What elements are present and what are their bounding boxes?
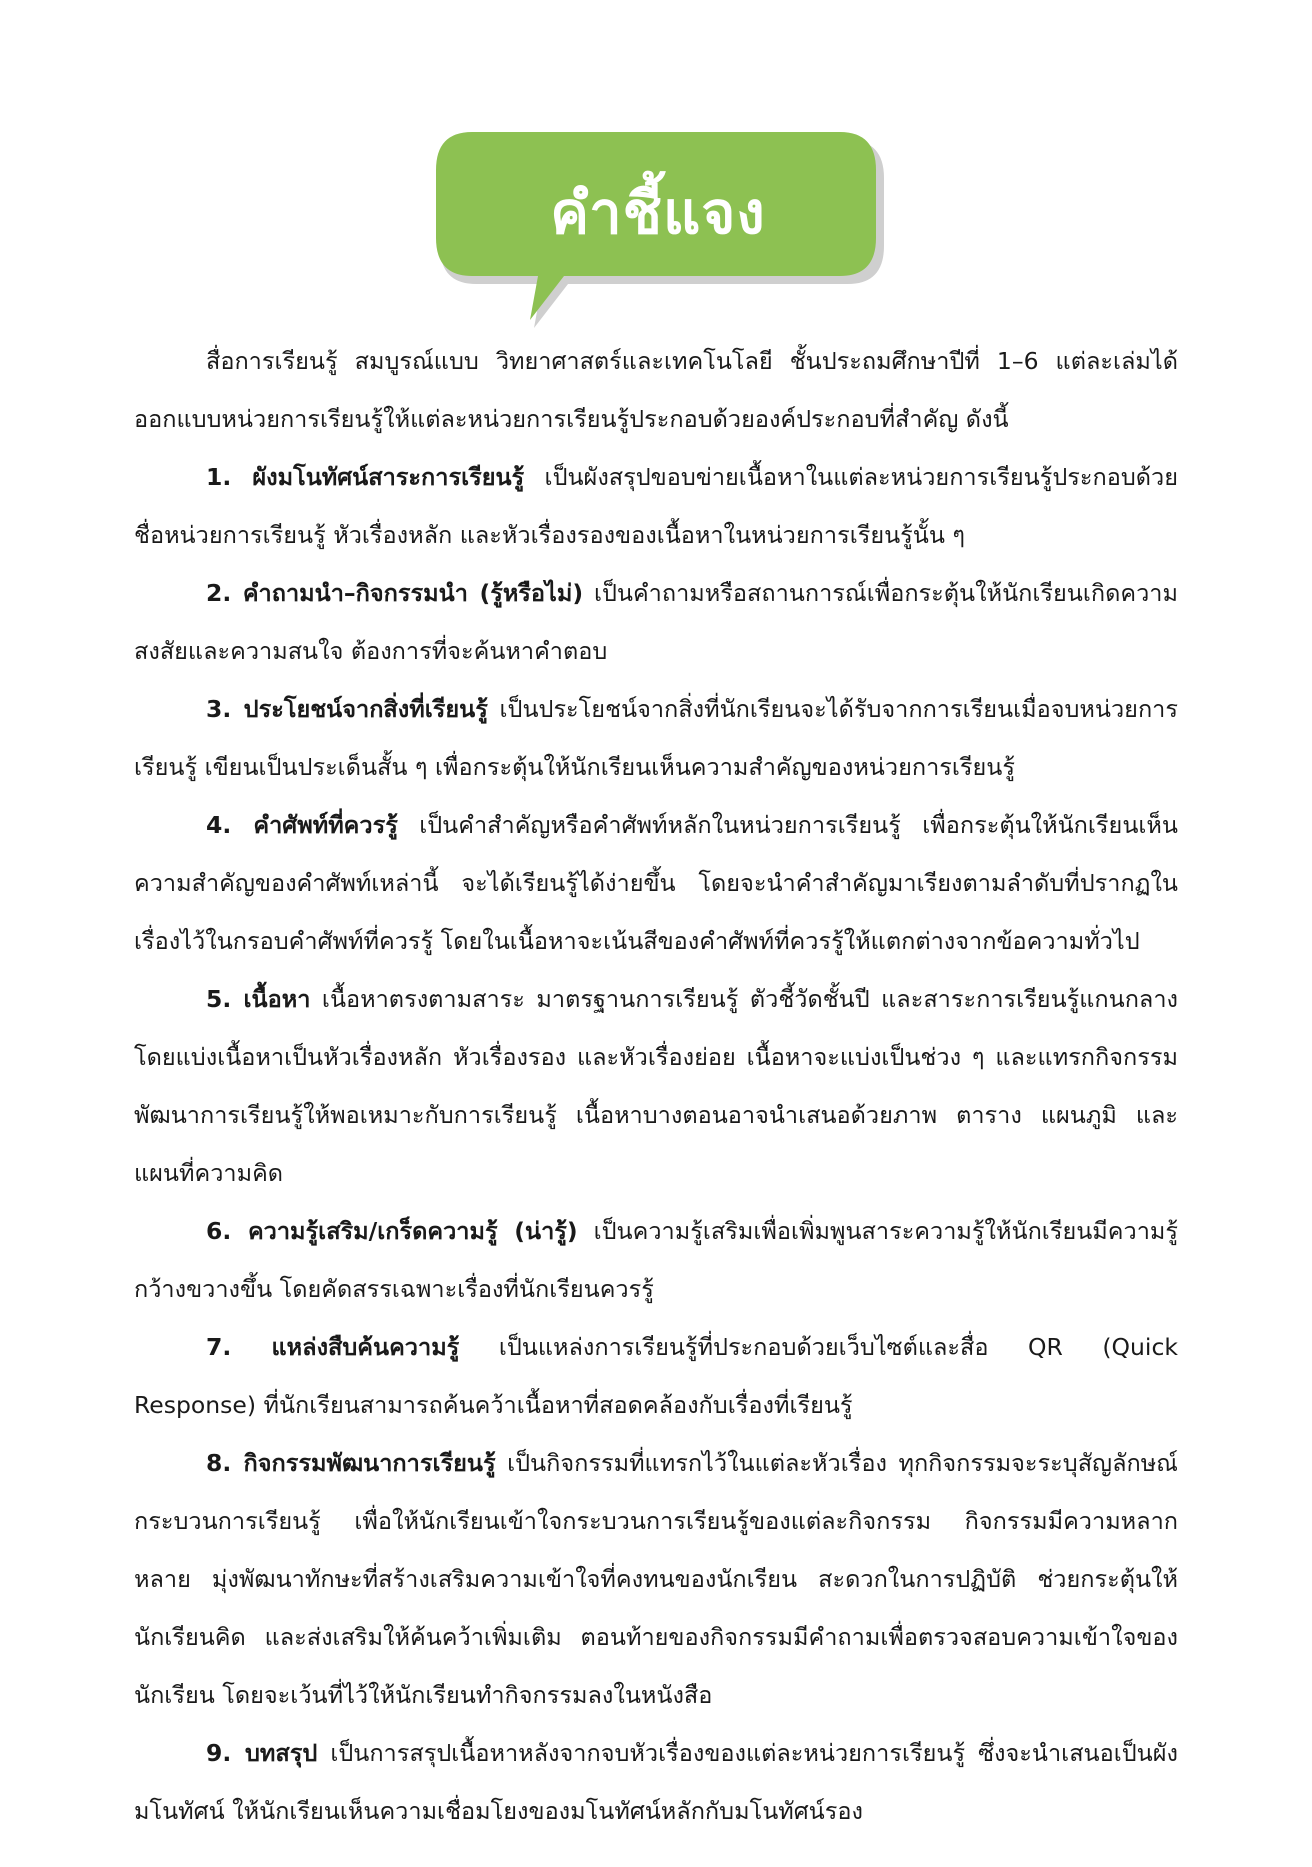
- item-text: เป็นผังสรุปขอบข่ายเนื้อหาในแต่ละหน่วยการเรียนรู้ประกอบด้วยชื่อหน่วยการเรียนรู้ หัวเรื่องหลัก และหัวเรื่องรองของเนื้อหาในหน่วยการเรียนรู้นั้น ๆ: [134, 463, 1178, 549]
- item-7: [134, 1318, 1178, 1434]
- item-text: เนื้อหาตรงตามสาระ มาตรฐานการเรียนรู้ ตัวชี้วัดชั้นปี และสาระการเรียนรู้แกนกลาง โดยแบ่งเนื้อหาเป็นหัวเรื่องหลัก หัวเรื่องรอง และหัวเรื่องย่อย เนื้อหาจะแบ่งเป็นช่วง ๆ และแทรกกิจกรรมพัฒนาการเรียนรู้ให้พอเหมาะกับการเรียนรู้ เนื้อหาบางตอนอาจนำเสนอด้วยภาพ ตาราง แผนภูมิ และแผนที่ความคิด: [134, 985, 1179, 1187]
- item-heading: 6. ความรู้เสริม/เกร็ดความรู้ (น่ารู้): [206, 1217, 578, 1245]
- item-heading: 4. คำศัพท์ที่ควรรู้: [206, 811, 398, 839]
- item-6: [134, 1202, 1178, 1318]
- item-text: เป็นแหล่งการเรียนรู้ที่ประกอบด้วยเว็บไซต์และสื่อ QR (Quick Response) ที่นักเรียนสามารถค้นคว้าเนื้อหาที่สอดคล้องกับเรื่องที่เรียนรู้: [134, 1333, 1178, 1419]
- instructions-body: [134, 332, 1178, 1840]
- item-heading: 1. ผังมโนทัศน์สาระการเรียนรู้: [206, 463, 525, 491]
- item-text: เป็นประโยชน์จากสิ่งที่นักเรียนจะได้รับจากการเรียนเมื่อจบหน่วยการเรียนรู้ เขียนเป็นประเด็นสั้น ๆ เพื่อกระตุ้นให้นักเรียนเห็นความสำคัญของหน่วยการเรียนรู้: [134, 695, 1179, 781]
- item-text: เป็นคำสำคัญหรือคำศัพท์หลักในหน่วยการเรียนรู้ เพื่อกระตุ้นให้นักเรียนเห็นความสำคัญของคำศัพท์เหล่านี้ จะได้เรียนรู้ได้ง่ายขึ้น โดยจะนำคำสำคัญมาเรียงตามลำดับที่ปรากฏในเรื่องไว้ในกรอบคำศัพท์ที่ควรรู้ โดยในเนื้อหาจะเน้นสีของคำศัพท์ที่ควรรู้ให้แตกต่างจากข้อความทั่วไป: [134, 811, 1178, 955]
- item-heading: 9. บทสรุป: [206, 1739, 318, 1767]
- item-2: [134, 564, 1178, 680]
- item-4: [134, 796, 1178, 970]
- item-text: เป็นความรู้เสริมเพื่อเพิ่มพูนสาระความรู้ให้นักเรียนมีความรู้กว้างขวางขึ้น โดยคัดสรรเฉพาะเรื่องที่นักเรียนควรรู้: [134, 1217, 1178, 1303]
- intro-paragraph: สื่อการเรียนรู้ สมบูรณ์แบบ วิทยาศาสตร์และเทคโนโลยี ชั้นประถมศึกษาปีที่ 1–6 แต่ละเล่มได้ออกแบบหน่วยการเรียนรู้ให้แต่ละหน่วยการเรียนรู้ประกอบด้วยองค์ประกอบที่สำคัญ ดังนี้: [134, 347, 1178, 433]
- page-title: คำชี้แจง: [550, 179, 766, 247]
- item-heading: 7. แหล่งสืบค้นความรู้: [206, 1333, 460, 1361]
- item-text: เป็นการสรุปเนื้อหาหลังจากจบหัวเรื่องของแต่ละหน่วยการเรียนรู้ ซึ่งจะนำเสนอเป็นผังมโนทัศน์ ให้นักเรียนเห็นความเชื่อมโยงของมโนทัศน์หลักกับมโนทัศน์รอง: [134, 1739, 1178, 1825]
- item-text: เป็นคำถามหรือสถานการณ์เพื่อกระตุ้นให้นักเรียนเกิดความสงสัยและความสนใจ ต้องการที่จะค้นหาคำตอบ: [134, 579, 1178, 665]
- item-8: [134, 1434, 1178, 1724]
- item-heading: 5. เนื้อหา: [206, 985, 311, 1013]
- item-heading: 8. กิจกรรมพัฒนาการเรียนรู้: [206, 1449, 496, 1477]
- item-heading: 2. คำถามนำ–กิจกรรมนำ (รู้หรือไม่): [206, 579, 584, 607]
- item-heading: 3. ประโยชน์จากสิ่งที่เรียนรู้: [206, 695, 488, 723]
- item-1: [134, 448, 1178, 564]
- item-5: [134, 970, 1178, 1202]
- title-bubble: [436, 128, 886, 333]
- item-9: [134, 1724, 1178, 1840]
- item-3: [134, 680, 1178, 796]
- item-text: เป็นกิจกรรมที่แทรกไว้ในแต่ละหัวเรื่อง ทุกกิจกรรมจะระบุสัญลักษณ์กระบวนการเรียนรู้ เพื่อให้นักเรียนเข้าใจกระบวนการเรียนรู้ของแต่ละกิจกรรม กิจกรรมมีความหลากหลาย มุ่งพัฒนาทักษะที่สร้างเสริมความเข้าใจที่คงทนของนักเรียน สะดวกในการปฏิบัติ ช่วยกระตุ้นให้นักเรียนคิด และส่งเสริมให้ค้นคว้าเพิ่มเติม ตอนท้ายของกิจกรรมมีคำถามเพื่อตรวจสอบความเข้าใจของนักเรียน โดยจะเว้นที่ไว้ให้นักเรียนทำกิจกรรมลงในหนังสือ: [134, 1449, 1178, 1709]
